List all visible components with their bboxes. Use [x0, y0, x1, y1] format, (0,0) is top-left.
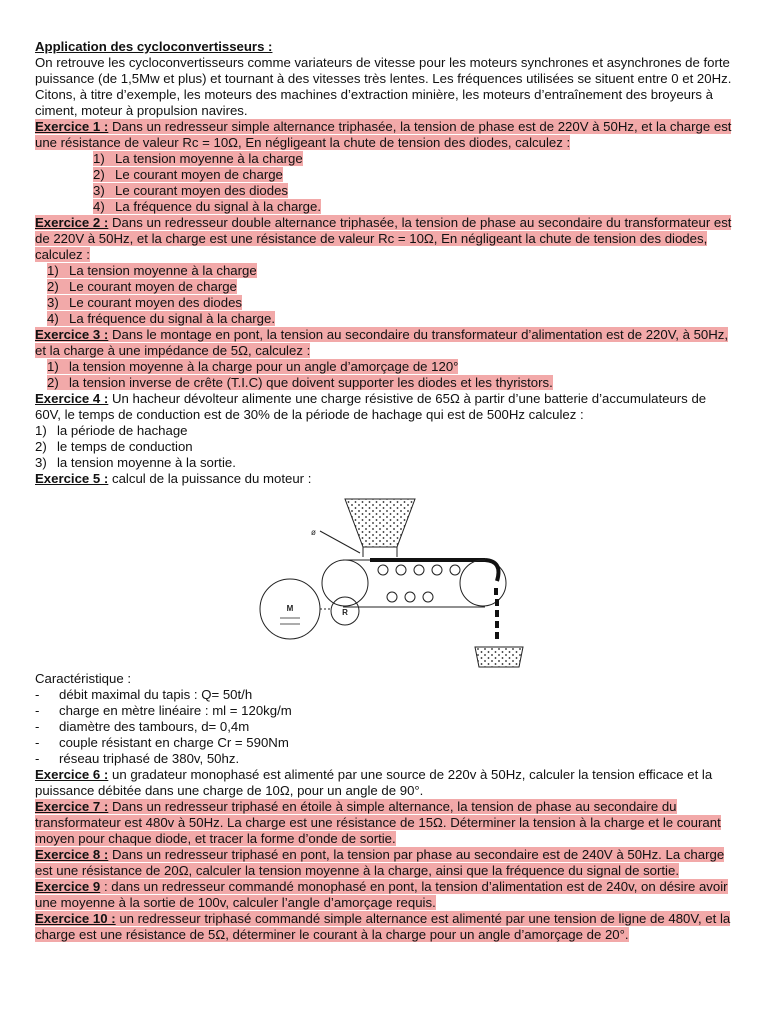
reducer	[331, 597, 359, 625]
exercise-4-text: Un hacheur dévolteur alimente une charge résistive de 65Ω à partir d’une batterie d’accumulateurs de 60V, le temps de conduction est de 30% de la période de hachage qui est de 500Hz calculez :	[35, 391, 707, 422]
exercise-7-text: Dans un redresseur triphasé en étoile à simple alternance, la tension de phase au secondaire du transformateur est 480v à 50Hz. La charge est une résistance de 15Ω. Déterminer la tension à la charge et le courant moyen pour chaque diode, et tracer la forme d’onde de sortie.	[35, 799, 721, 846]
list-item: - réseau triphasé de 380v, 50hz.	[35, 751, 240, 766]
list-item: 1) La tension moyenne à la charge	[93, 151, 303, 166]
conveyor-diagram-svg	[35, 491, 735, 671]
exercise-6	[35, 767, 735, 799]
svg-text:ø: ø	[311, 528, 316, 537]
exercise-2-list	[35, 263, 735, 327]
exercise-4-list	[35, 423, 735, 471]
exercise-9-text: : dans un redresseur commandé monophasé en pont, la tension d’alimentation est de 240v, on désire avoir une moyenne à la sortie de 100v, calculer l’angle d’amorçage requis.	[35, 879, 728, 910]
list-item: - charge en mètre linéaire : ml = 120kg/m	[35, 703, 292, 718]
motor-label: M	[286, 604, 294, 613]
hopper-lever	[311, 528, 360, 553]
exercise-8-label: Exercice 8 :	[35, 847, 109, 862]
list-item: 2) la tension inverse de crête (T.I.C) que doivent supporter les diodes et les thyristors.	[47, 375, 553, 390]
exercise-2-label: Exercice 2 :	[35, 215, 109, 230]
exercise-3-label: Exercice 3 :	[35, 327, 109, 342]
exercise-1-label: Exercice 1 :	[35, 119, 109, 134]
exercise-5	[35, 471, 735, 487]
exercise-1	[35, 119, 735, 151]
exercise-10-label: Exercice 10 :	[35, 911, 116, 926]
list-item: - diamètre des tambours, d= 0,4m	[35, 719, 250, 734]
exercise-10	[35, 911, 735, 943]
list-item: 3) Le courant moyen des diodes	[47, 295, 243, 310]
exercise-9	[35, 879, 735, 911]
conveyor-diagram	[35, 491, 735, 671]
exercise-8	[35, 847, 735, 879]
exercise-3-text: Dans le montage en pont, la tension au secondaire du transformateur d’alimentation est de 220V, à 50Hz, et la charge à une impédance de 5Ω, calculez :	[35, 327, 729, 358]
exercise-4	[35, 391, 735, 423]
characteristics-title: Caractéristique :	[35, 671, 132, 686]
exercise-6-label: Exercice 6 :	[35, 767, 109, 782]
exercise-1-list	[35, 151, 735, 215]
exercise-1-text: Dans un redresseur simple alternance triphasée, la tension de phase est de 220V à 50Hz, et la charge est une résistance de valeur Rc = 10Ω, En négligeant la chute de tension des diodes, calculez :	[35, 119, 732, 150]
list-item: 1) la tension moyenne à la charge pour un angle d’amorçage de 120°	[47, 359, 459, 374]
exercise-5-label: Exercice 5 :	[35, 471, 109, 486]
list-item: 1) la période de hachage	[35, 423, 188, 438]
motor	[260, 579, 320, 639]
exercise-5-text: calcul de la puissance du moteur :	[112, 471, 312, 486]
collection-bin	[475, 647, 523, 667]
exercise-2-text: Dans un redresseur double alternance triphasée, la tension de phase au secondaire du transformateur est de 220V à 50Hz, et la charge est une résistance de valeur Rc = 10Ω, En négligeant la chute de tension des diodes, calculez :	[35, 215, 732, 262]
list-item: 2) Le courant moyen de charge	[93, 167, 283, 182]
list-item: - couple résistant en charge Cr = 590Nm	[35, 735, 289, 750]
hopper	[345, 499, 415, 557]
section-title: Application des cycloconvertisseurs :	[35, 39, 273, 54]
characteristics-list	[35, 687, 735, 767]
exercise-3-list	[35, 359, 735, 391]
exercise-6-text: un gradateur monophasé est alimenté par une source de 220v à 50Hz, calculer la tension efficace et la puissance débitée dans une charge de 10Ω, pour un angle de 90°.	[35, 767, 713, 798]
intro-paragraph: On retrouve les cycloconvertisseurs comme variateurs de vitesse pour les moteurs synchrones et asynchrones de forte puissance (de 1,5Mw et plus) et tournant à des vitesses très lentes. Les fréquences utilisées se situent entre 0 et 20Hz. Citons, à titre d’exemple, les moteurs des machines d’extraction minière, les moteurs d’entraînement des broyeurs à ciment, moteur à propulsion navires.	[35, 55, 732, 118]
reducer-label: R	[342, 608, 348, 617]
list-item: - débit maximal du tapis : Q= 50t/h	[35, 687, 253, 702]
exercise-10-text: un redresseur triphasé commandé simple alternance est alimenté par une tension de ligne de 480V, et la charge est une résistance de 5Ω, déterminer le courant à la charge pour un angle d’amorçage de 20°.	[35, 911, 731, 942]
list-item: 1) La tension moyenne à la charge	[47, 263, 257, 278]
exercise-7	[35, 799, 735, 847]
exercise-9-label: Exercice 9	[35, 879, 101, 894]
document-page	[35, 39, 735, 943]
list-item: 3) la tension moyenne à la sortie.	[35, 455, 236, 470]
belt-rollers	[378, 565, 460, 602]
list-item: 4) La fréquence du signal à la charge.	[47, 311, 276, 326]
list-item: 2) le temps de conduction	[35, 439, 193, 454]
exercise-3	[35, 327, 735, 359]
falling-material	[494, 588, 499, 639]
list-item: 4) La fréquence du signal à la charge.	[93, 199, 322, 214]
exercise-2	[35, 215, 735, 263]
exercise-8-text: Dans un redresseur triphasé en pont, la tension par phase au secondaire est de 240V à 50Hz. La charge est une résistance de 20Ω, calculer la tension moyenne à la charge, ainsi que la fréquence du signal de sortie.	[35, 847, 725, 878]
exercise-4-label: Exercice 4 :	[35, 391, 109, 406]
list-item: 3) Le courant moyen des diodes	[93, 183, 289, 198]
exercise-7-label: Exercice 7 :	[35, 799, 109, 814]
list-item: 2) Le courant moyen de charge	[47, 279, 237, 294]
